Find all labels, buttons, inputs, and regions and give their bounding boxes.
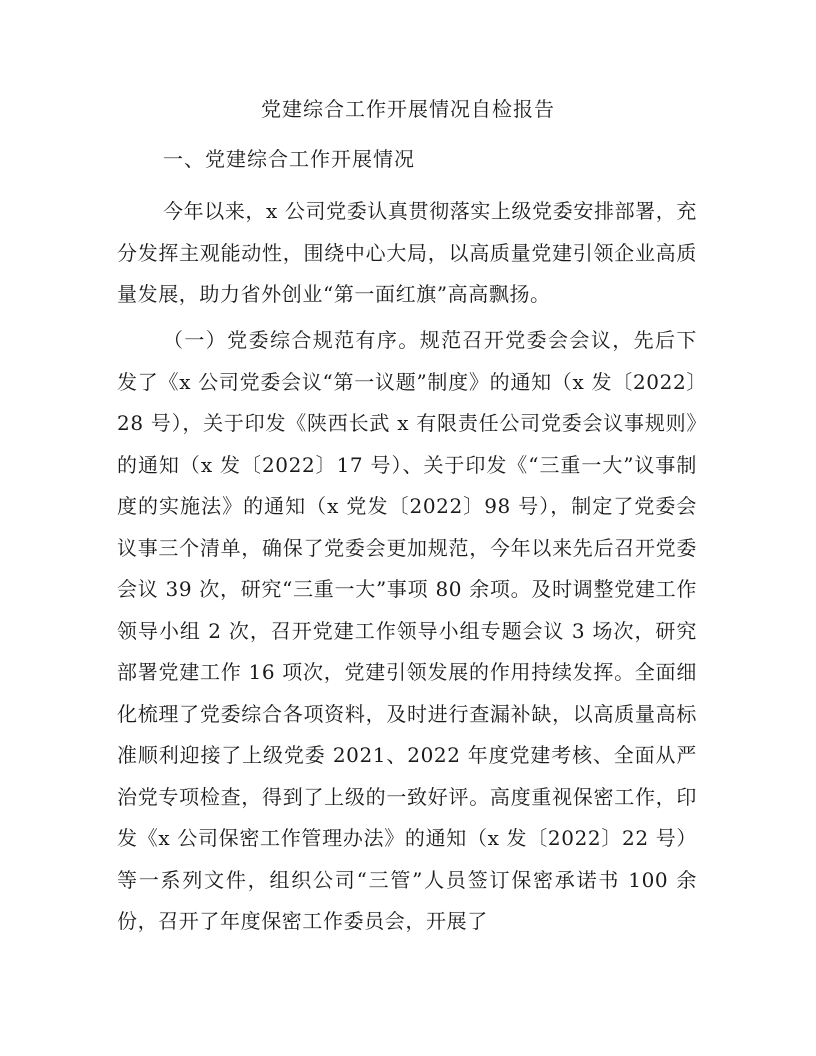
section-heading: 一、党建综合工作开展情况 — [163, 147, 415, 171]
paragraph-party-committee: （一）党委综合规范有序。规范召开党委会会议，先后下发了《x 公司党委会议“第一议题”制度》的通知（x 发〔2022〕28 号），关于印发《陕西长武 x 有限责任公司党委会议事规则》的通知（x 发〔2022〕17 号）、关于印发《“三重一大”议事制度的实施法》的通知（x 党发〔2022〕98 号），制定了党委会议事三个清单，确保了党委会更加规范，今年以来先后召开党委会议 39 次，研究“三重一大”事项 80 余项。及时调整党建工作领导小组 2 次，召开党建工作领导小组专题会议 3 场次，研究部署党建工作 16 项次，党建引领发展的作用持续发挥。全面细化梳理了党委综合各项资料，及时进行查漏补缺，以高质量高标准顺利迎接了上级党委 2021、2022 年度党建考核、全面从严治党专项检查，得到了上级的一致好评。高度重视保密工作，印发《x 公司保密工作管理办法》的通知（x 发〔2022〕22 号）等一系列文件，组织公司“三管”人员签订保密承诺书 100 余份，召开了年度保密工作委员会，开展了 — [117, 328, 697, 933]
document-title: 党建综合工作开展情况自检报告 — [261, 97, 555, 121]
paragraph-intro: 今年以来，x 公司党委认真贯彻落实上级党委安排部署，充分发挥主观能动性，围绕中心大局，以高质量党建引领企业高质量发展，助力省外创业“第一面红旗”高高飘扬。 — [117, 199, 697, 306]
